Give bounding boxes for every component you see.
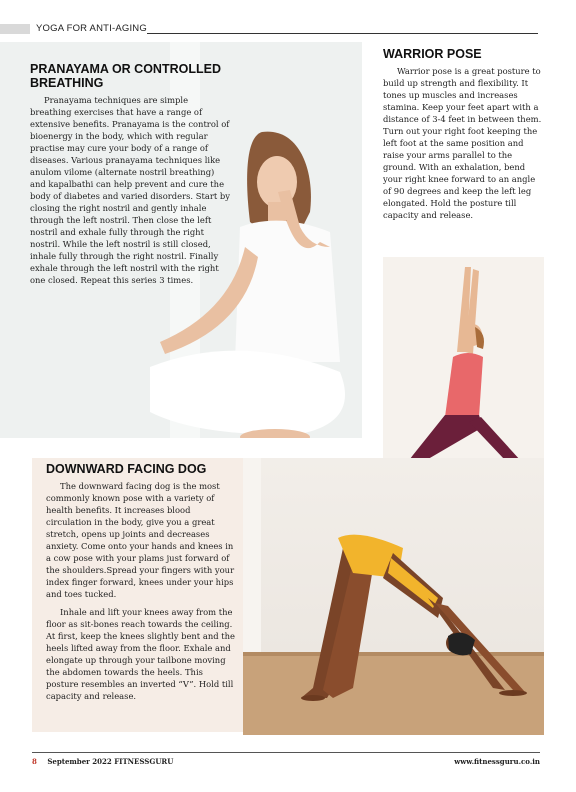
footer-left bbox=[32, 757, 173, 766]
warrior-body: Warrior pose is a great posture to build up strength and flexibility. It tones up muscles and increases stamina. Keep your feet apart with a distance of 3-4 feet in between them. Turn out your right foot keeping the left foot at the same position and raise your arms parallel to the ground. With an exhalation, bend your right knee forward to an angle of 90 degrees and keep the left leg elongated. Hold the posture till capacity and release. bbox=[383, 66, 542, 220]
downward-dog-heading: DOWNWARD FACING DOG bbox=[46, 462, 207, 476]
downward-dog-photo bbox=[243, 458, 544, 735]
section-title: YOGA FOR ANTI-AGING bbox=[36, 23, 147, 34]
header-rule bbox=[147, 33, 538, 34]
warrior-section bbox=[383, 47, 543, 221]
issue-label: September 2022 FITNESSGURU bbox=[47, 757, 174, 766]
pranayama-section bbox=[30, 62, 230, 286]
pranayama-body: Pranayama techniques are simple breathing exercises that have a range of extensive benefits. Pranayama is the control of bioenergy in the body, which with regular practise may cure your body of a range of diseases. Various pranayama techniques like anulom vilome (alternate nostril breathing) and kapalbathi can help prevent and cure the body of diabetes and varied disorders. Start by closing the right nostril and gently inhale through the left nostril. Then close the left nostril and exhale fully through the right nostril. While the left nostril is still closed, inhale fully through the right nostril. Finally exhale through the left nostril with the right one closed. Repeat this series 3 times. bbox=[30, 95, 230, 285]
header-bar bbox=[0, 24, 30, 34]
pranayama-heading: PRANAYAMA OR CONTROLLED BREATHING bbox=[30, 62, 221, 90]
downward-dog-body-1: The downward facing dog is the most commonly known pose with a variety of health benefits. It increases blood circulation in the body, give you a great stretch, opens up joints and decreases anxiety. Come onto your hands and knees in a cow pose with your plams just forward of the shoulders.Spread your fingers with your index finger forward, knees under your hips and toes tucked. bbox=[46, 481, 235, 599]
downward-dog-section bbox=[46, 462, 236, 708]
warrior-heading: WARRIOR POSE bbox=[383, 47, 482, 61]
page-number: 8 bbox=[32, 757, 37, 766]
footer-website[interactable]: www.fitnessguru.co.in bbox=[454, 757, 540, 766]
downward-dog-illustration bbox=[243, 458, 544, 735]
downward-dog-body-2: Inhale and lift your knees away from the floor as sit-bones reach towards the ceiling. At first, keep the knees slightly bent and the heels lifted away from the floor. Exhale and elongate up through your tailbone moving the abdomen towards the heels. This posture resembles an inverted “V”. Hold till capacity and release. bbox=[46, 607, 235, 701]
footer-rule bbox=[32, 752, 540, 753]
